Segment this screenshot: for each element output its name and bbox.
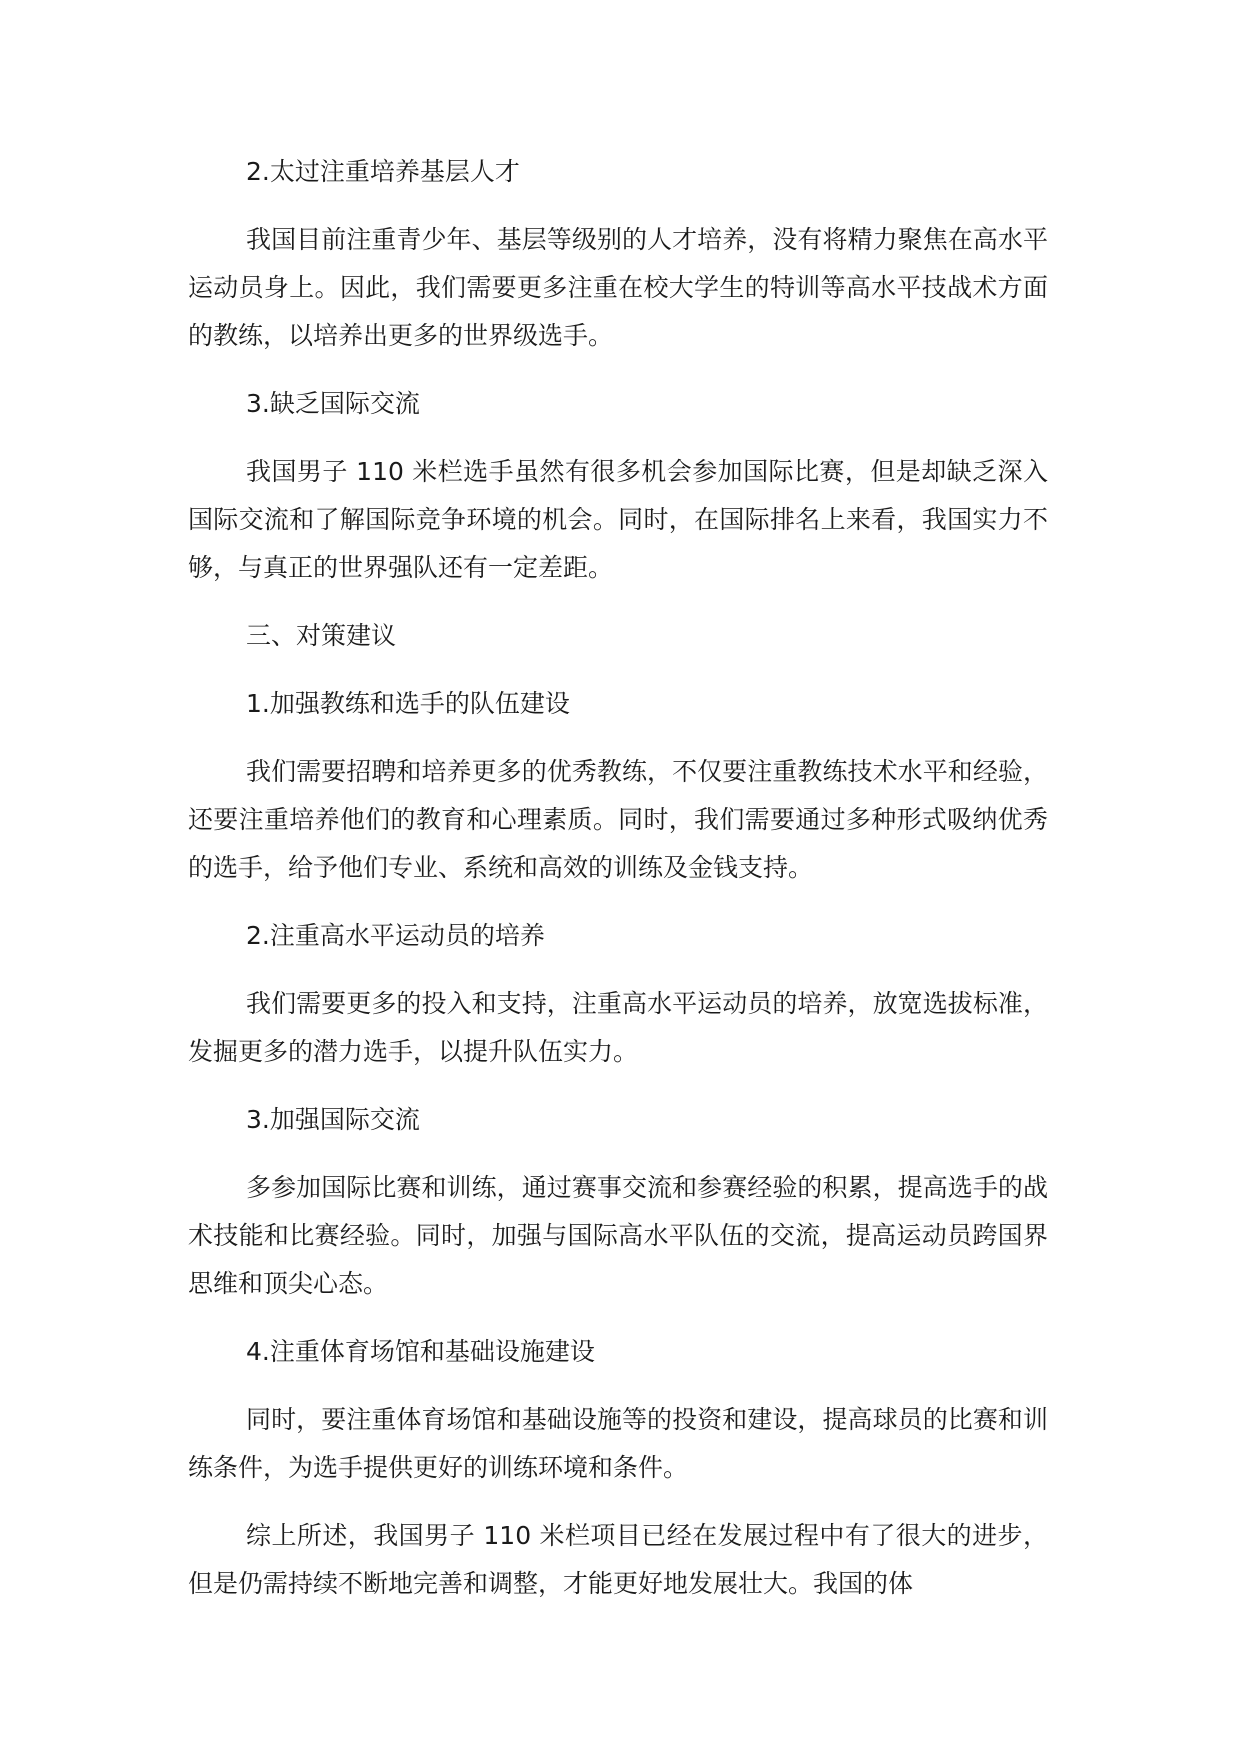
paragraph: 我们需要招聘和培养更多的优秀教练，不仅要注重教练技术水平和经验，还要注重培养他们的教育和心理素质。同时，我们需要通过多种形式吸纳优秀的选手，给予他们专业、系统和高效的训练及金钱支持。	[188, 757, 1048, 882]
chapter-heading: 三、对策建议	[246, 621, 397, 650]
paragraph: 综上所述，我国男子 110 米栏项目已经在发展过程中有了很大的进步，但是仍需持续不断地完善和调整，才能更好地发展壮大。我国的体	[188, 1521, 1048, 1598]
paragraph: 同时，要注重体育场馆和基础设施等的投资和建设，提高球员的比赛和训练条件，为选手提供更好的训练环境和条件。	[188, 1405, 1048, 1482]
section-heading: 2.太过注重培养基层人才	[246, 157, 520, 186]
section-heading: 1.加强教练和选手的队伍建设	[246, 689, 570, 718]
paragraph: 我国男子 110 米栏选手虽然有很多机会参加国际比赛，但是却缺乏深入国际交流和了解国际竞争环境的机会。同时，在国际排名上来看，我国实力不够，与真正的世界强队还有一定差距。	[188, 457, 1048, 582]
document-page	[188, 148, 1048, 1628]
section-heading: 3.缺乏国际交流	[246, 389, 420, 418]
paragraph: 多参加国际比赛和训练，通过赛事交流和参赛经验的积累，提高选手的战术技能和比赛经验。同时，加强与国际高水平队伍的交流，提高运动员跨国界思维和顶尖心态。	[188, 1173, 1048, 1298]
paragraph: 我国目前注重青少年、基层等级别的人才培养，没有将精力聚焦在高水平运动员身上。因此，我们需要更多注重在校大学生的特训等高水平技战术方面的教练，以培养出更多的世界级选手。	[188, 225, 1048, 350]
paragraph: 我们需要更多的投入和支持，注重高水平运动员的培养，放宽选拔标准，发掘更多的潜力选手，以提升队伍实力。	[188, 989, 1048, 1066]
section-heading: 3.加强国际交流	[246, 1105, 420, 1134]
section-heading: 4.注重体育场馆和基础设施建设	[246, 1337, 595, 1366]
section-heading: 2.注重高水平运动员的培养	[246, 921, 545, 950]
